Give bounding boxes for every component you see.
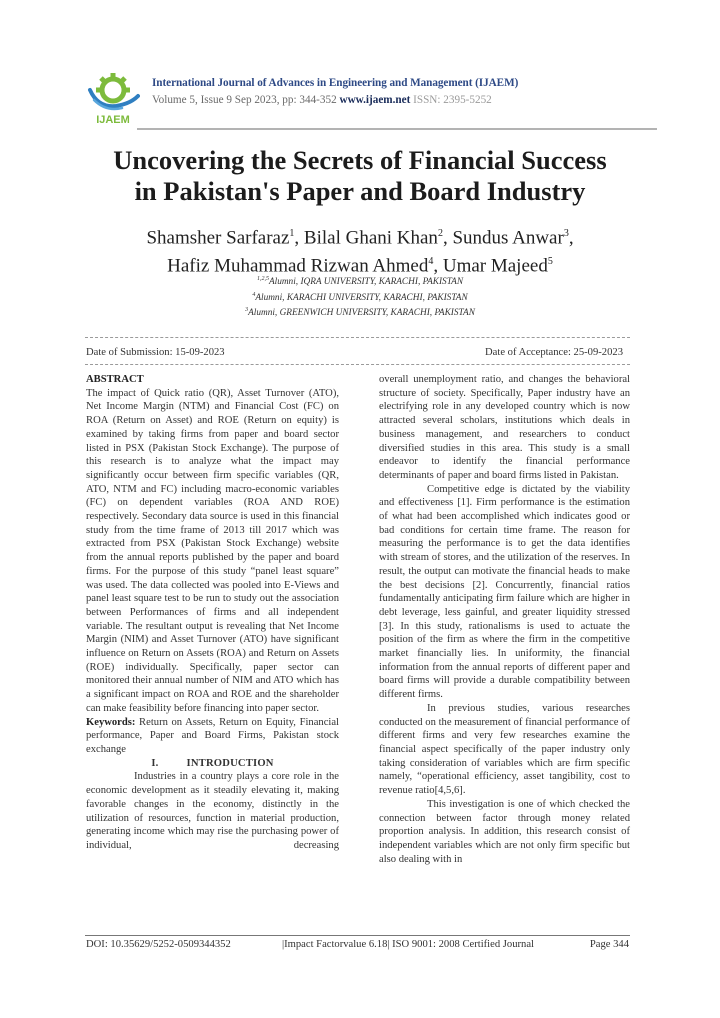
author-line-1 (60, 222, 660, 250)
keywords-label: Keywords: (86, 716, 136, 728)
author-name: Shamsher Sarfaraz (146, 227, 290, 249)
abstract-heading: ABSTRACT (86, 374, 144, 385)
author-separator: , (433, 255, 443, 277)
affiliation-list (60, 273, 660, 320)
date-of-submission: Date of Submission: 15-09-2023 (86, 347, 225, 358)
author-separator: , (568, 227, 574, 249)
footer-divider (85, 935, 630, 936)
impact-factor: |Impact Factorvalue 6.18| ISO 9001: 2008 Certified Journal (282, 939, 534, 950)
author-sup: 5 (547, 256, 553, 268)
introduction-paragraph-1: Industries in a country plays a core role in the economic development as it steadily elevating it, making favorable changes in the economy, distinctly in the utilization of resources, function in material production, generating income which may rise the purchasing power of individual, decreasing (86, 771, 339, 851)
author-sup: 1 (289, 228, 295, 239)
introduction-paragraph-2: Competitive edge is dictated by the viability and effectiveness [1]. Firm performance is the estimation of what had been accomplished which indicates good or bad conditions for certain time frame. The reason for measuring the performance is to get the data identifies with stream of stores, and the utilization of the reserves. In result, the output can motivate the financial heads to make the best decisions [2]. Concurrently, financial ratios fundamentally anticipating firm failure which are higher in debt leverage, less gainful, and greater liquidity stressed [3]. In this study, rationalisms is used to actuate the position of the firm as where the firm in the competitive market financially lies. In uniformity, the financial information from the annual reports of different paper and board firms will provide a durable compatibility between different firms. (379, 483, 630, 701)
introduction-heading (86, 757, 339, 771)
journal-meta (152, 94, 492, 106)
issn: ISSN: 2395-5252 (413, 94, 492, 106)
left-column (86, 373, 339, 853)
author-separator: , (294, 227, 304, 249)
author-sup: 4 (428, 256, 434, 268)
journal-name: International Journal of Advances in Engineering and Management (IJAEM) (152, 77, 519, 89)
author-sup: 2 (437, 228, 443, 239)
right-column (379, 373, 630, 866)
author-list (60, 222, 660, 279)
section-title: INTRODUCTION (186, 757, 274, 769)
introduction-paragraph-1-continued: overall unemployment ratio, and changes the behavioral structure of society. Specifically, Paper industry have an electrifying role in any developed country which is now attracted several scholars, institutions which deals in business management, and researchers to conduct diversified studies in this area. This study is a small endeavor to identify the financial performance determinants of paper and board firms listed in Pakistan. (379, 374, 630, 481)
affiliation-text: Alumni, GREENWICH UNIVERSITY, KARACHI, PAKISTAN (248, 308, 475, 319)
doi[interactable]: DOI: 10.35629/5252-0509344352 (86, 939, 231, 950)
title-line-1: Uncovering the Secrets of Financial Success (113, 145, 607, 175)
author-sup: 3 (563, 228, 569, 239)
affiliation-sup: 1,2,5 (256, 276, 269, 282)
affiliation (60, 289, 660, 305)
section-number: I. (151, 757, 159, 769)
date-of-acceptance: Date of Acceptance: 25-09-2023 (485, 347, 623, 358)
paper-title (60, 145, 660, 207)
author-name: Umar Majeed (442, 255, 548, 277)
keywords-list: Return on Assets, Return on Equity, Financial performance, Paper and Board Firms, Pakistan stock exchange (86, 716, 339, 755)
author-name: Hafiz Muhammad Rizwan Ahmed (167, 255, 429, 277)
dates-divider-bottom (85, 364, 630, 365)
affiliation-text: Alumni, KARACHI UNIVERSITY, KARACHI, PAKISTAN (255, 292, 468, 303)
affiliation (60, 273, 660, 289)
affiliation-text: Alumni, IQRA UNIVERSITY, KARACHI, PAKISTAN (268, 277, 464, 288)
affiliation (60, 304, 660, 320)
volume-info: Volume 5, Issue 9 Sep 2023, pp: 344-352 (152, 94, 337, 106)
affiliation-sup: 3 (245, 307, 249, 314)
author-separator: , (442, 227, 453, 249)
title-line-2: in Pakistan's Paper and Board Industry (134, 176, 586, 206)
keywords (86, 716, 339, 757)
logo-text: IJAEM (96, 114, 130, 126)
journal-logo (86, 68, 140, 126)
header-divider (137, 128, 657, 130)
abstract-body: The impact of Quick ratio (QR), Asset Turnover (ATO), Net Income Margin (NTM) and Financial Cost (FC) on ROA (Return on Asset) and ROE (Return on equity) is examined by taking firms from paper and board sector listed in PSX (Pakistan Stock Exchange). The purpose of this research is to analyze what the impact may significantly occur between firm specific variables (QR, ATO, NTM and FC) including macro-economic variables (FC) on dependent variables (ROA AND ROE) respectively. Secondary data source is used in this financial study from the time frame of 2013 till 2017 which was extracted from PSX (Pakistan Stock Exchange) website from the annual reports published by the paper and board firms. For the purpose of this study “panel least square” was used. The data collected was pooled into E-Views and panel least square test to be run to study out the association between Performances of firms and all independent variable. The resultant output is revealing that Net Income Margin (NIM) and Asset Turnover (ATO) have significant influence on Return on Assets (ROA) and Return on Assets (ROE) individually. Specifically, paper sector can monitored their annual number of NIM and ATO which has a significant impact on ROA and ROE and the shareholder can make feasibility before financing into paper sector. (86, 387, 339, 714)
page-number: Page 344 (589, 939, 629, 950)
gear-icon (96, 73, 130, 101)
introduction-paragraph-4: This investigation is one of which checked the connection between factor through money related proportion analysis. In addition, this research consist of independent variables which are not only firm specific but also dealing with in (379, 798, 630, 865)
dates-divider-top (85, 337, 630, 338)
author-name: Sundus Anwar (452, 227, 564, 249)
journal-website-link[interactable]: www.ijaem.net (339, 94, 411, 106)
author-name: Bilal Ghani Khan (303, 227, 438, 249)
affiliation-sup: 4 (252, 291, 256, 298)
introduction-paragraph-3: In previous studies, various researches conducted on the measurement of financial performance of different firms and very few researches examine the financial aspect specifically of the paper industry only taking consideration of variables which are firm specific namely, “operational efficiency, asset tangibility, cost to revenue ratio[4,5,6]. (379, 702, 630, 797)
